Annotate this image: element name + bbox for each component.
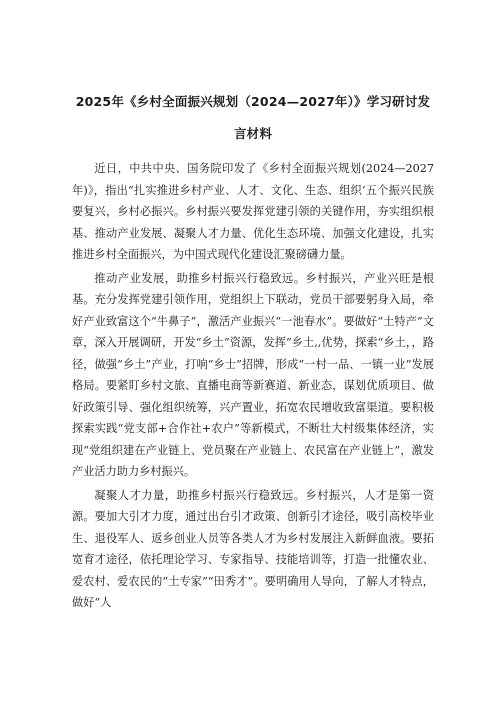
paragraph-industry: 推动产业发展，助推乡村振兴行稳致远。乡村振兴，产业兴旺是根基。充分发挥党建引领作用，党组织上下联动，党员干部要躬身入局，牵好产业致富这个“牛鼻子”，激活产业振兴“一池春水”。要做好“土特产”文章，深入开展调研，开发“乡土”资源，发挥“乡土,,优势，探索“乡土，，路径，做强“乡土”产业，打响“乡士”招牌，形成“一村一品、一镇一业”发展格局。要紧盯乡村文旅、直播电商等新赛道、新业态，谋划优质项目、做好政策引导、强化组织统筹，兴产置业，拓宽农民增收致富渠道。要积极探索实践“党支部+合作社+农户”等新模式，不断壮大村级集体经济，实现“党组织建在产业链上、党员聚在产业链上、农民富在产业链上”，激发产业活力助力乡村振兴。 — [72, 271, 434, 478]
paragraph-intro: 近日，中共中央、国务院印发了《乡村全面振兴规划(2024—2027年)》，指出“扎实推进乡村产业、人才、文化、生态、组织’五个振兴民族要复兴，乡村必振兴。乡村振兴要发挥党建引领的关键作用，夯实组织根基、推动产业发展、凝聚人才力量、优化生态环境、加强文化建设，扎实推进乡村全面振兴，为中国式现代化建设汇聚磅礴力量。 — [72, 162, 434, 261]
title-line-2: 言材料 — [233, 126, 273, 141]
document-title — [72, 86, 434, 150]
paragraph-talent: 凝聚人才力量，助推乡村振兴行稳致远。乡村振兴，人才是第一资源。要加大引才力度，通过出台引才政策、创新引才途径，吸引高校毕业生、退役军人、返乡创业人员等各类人才为乡村发展注入新鲜血液。要拓宽育才途径，依托理论学习、专家指导、技能培训等，打造一批懂农业、爱农村、爱农民的“土专家”“田秀才”。要明确用人导向，了解人才特点，做好“人 — [72, 488, 434, 609]
title-line-1: 2025年《乡村全面振兴规划（2024—2027年）》学习研讨发 — [75, 94, 431, 109]
